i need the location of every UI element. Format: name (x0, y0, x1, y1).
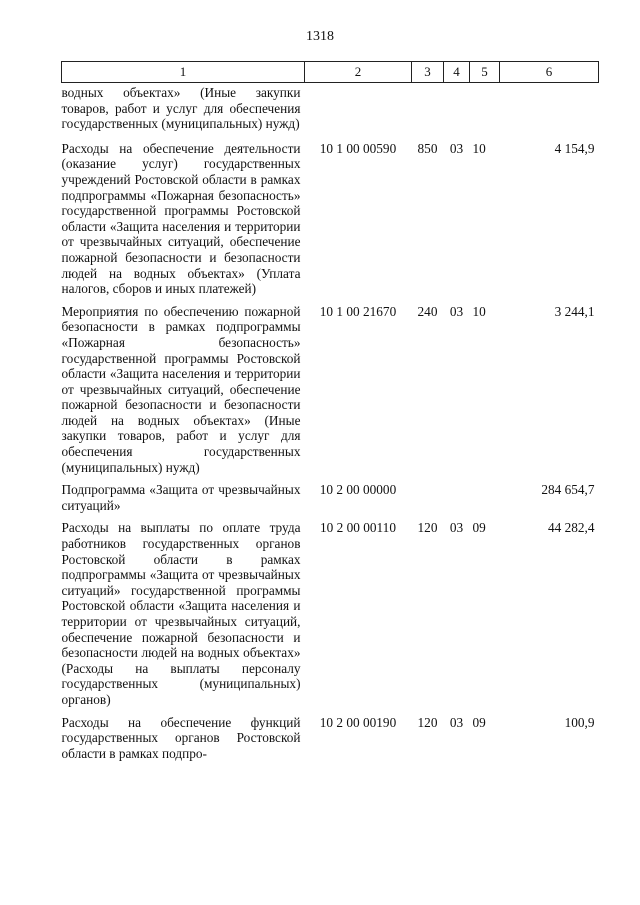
budget-table (61, 61, 599, 768)
row-amount: 44 282,4 (547, 520, 595, 536)
row-amount: 3 244,1 (554, 303, 595, 319)
row-pr: 09 (472, 714, 486, 730)
row-description: Подпрограмма «Защита от чрезвычайных ситуаций» (61, 482, 301, 513)
row-vr: 850 (417, 140, 438, 156)
column-header: 3 (412, 62, 444, 83)
row-code: 10 2 00 00000 (319, 482, 397, 498)
row-vr (412, 482, 444, 520)
row-vr: 120 (417, 714, 438, 730)
row-rz (444, 83, 470, 141)
row-code: 10 2 00 00190 (319, 714, 397, 730)
page-number: 1318 (306, 29, 334, 44)
row-vr (412, 83, 444, 141)
table-header-row (62, 62, 599, 83)
table-row (62, 520, 599, 714)
row-rz (444, 482, 470, 520)
row-amount: 4 154,9 (554, 140, 595, 156)
row-code (305, 83, 412, 141)
row-vr: 240 (417, 303, 438, 319)
row-description: водных объектах» (Иные закупки товаров, работ и услуг для обеспечения государственных (муниципальных) нужд) (61, 85, 301, 132)
row-code: 10 2 00 00110 (320, 520, 396, 536)
column-header: 1 (62, 62, 305, 83)
row-description: Расходы на обеспечение функций государственных органов Ростовской области в рамках подпро- (61, 714, 301, 761)
column-header: 4 (444, 62, 470, 83)
row-pr: 10 (472, 140, 486, 156)
row-rz: 03 (449, 303, 464, 319)
row-description: Расходы на выплаты по оплате труда работников государственных органов Ростовской области в рамках подпрограммы «Защита от чрезвычайных ситуаций» государственной программы Ростовской области «Защита населения и территории от чрезвычайных ситуаций, обеспечение пожарной безопасности и безопасности людей на водных объектах» (Расходы на выплаты персоналу государственных (муниципальных) органов) (61, 520, 301, 707)
row-pr (470, 83, 500, 141)
row-code: 10 1 00 21670 (319, 303, 397, 319)
row-amount: 284 654,7 (541, 482, 595, 498)
row-amount (500, 83, 599, 141)
row-pr: 09 (472, 520, 486, 536)
column-header: 5 (470, 62, 500, 83)
table-row (62, 141, 599, 304)
row-rz: 03 (449, 714, 464, 730)
row-rz: 03 (449, 520, 464, 536)
column-header: 6 (500, 62, 599, 83)
row-pr: 10 (472, 303, 486, 319)
table-row (62, 83, 599, 141)
column-header: 2 (305, 62, 412, 83)
row-description: Мероприятия по обеспечению пожарной безопасности в рамках подпрограммы «Пожарная безопасность» государственной программы Ростовской области «Защита населения и территории от чрезвычайных ситуаций, обеспечение пожарной безопасности и безопасности людей на водных объектах» (Иные закупки товаров, работ и услуг для обеспечения государственных (муниципальных) нужд) (61, 303, 301, 475)
row-rz: 03 (449, 140, 464, 156)
row-vr: 120 (417, 520, 438, 536)
row-pr (470, 482, 500, 520)
row-code: 10 1 00 00590 (319, 140, 397, 156)
table-row (62, 304, 599, 483)
table-row (62, 715, 599, 769)
row-amount: 100,9 (564, 714, 595, 730)
row-description: Расходы на обеспечение деятельности (оказание услуг) государственных учреждений Ростовской области в рамках подпрограммы «Пожарная безопасность» государственной программы Ростовской области «Защита населения и территории от чрезвычайных ситуаций, обеспечение пожарной безопасности и безопасности людей на водных объектах» (Уплата налогов, сборов и иных платежей) (61, 140, 301, 297)
table-row (62, 482, 599, 520)
